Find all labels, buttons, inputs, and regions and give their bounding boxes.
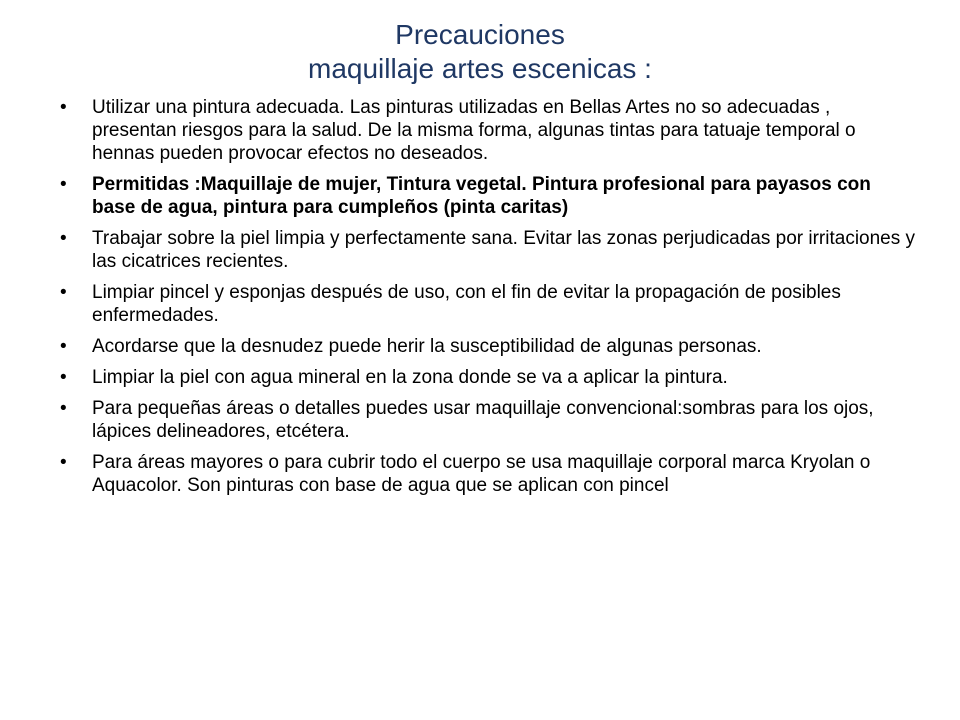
bullet-dot-icon: • xyxy=(60,367,67,388)
title-line-1: Precauciones xyxy=(395,19,565,50)
bullet-text: Limpiar pincel y esponjas después de uso, con el fin de evitar la propagación de posibles enfermedades. xyxy=(92,282,841,326)
slide-content xyxy=(58,96,918,505)
slide-title xyxy=(60,18,900,86)
bullet-item xyxy=(58,366,918,389)
bullet-text: Trabajar sobre la piel limpia y perfectamente sana. Evitar las zonas perjudicadas por irritaciones y las cicatrices recientes. xyxy=(92,228,916,272)
bullet-text: Para pequeñas áreas o detalles puedes usar maquillaje convencional:sombras para los ojos, lápices delineadores, etcétera. xyxy=(92,398,874,442)
bullet-dot-icon: • xyxy=(60,228,67,249)
bullet-dot-icon: • xyxy=(60,174,67,195)
bullet-dot-icon: • xyxy=(60,452,67,473)
bullet-text: Permitidas :Maquillaje de mujer, Tintura vegetal. Pintura profesional para payasos con base de agua, pintura para cumpleños (pinta caritas) xyxy=(92,174,871,218)
bullet-dot-icon: • xyxy=(60,336,67,357)
bullet-text: Para áreas mayores o para cubrir todo el cuerpo se usa maquillaje corporal marca Kryolan o Aquacolor. Son pinturas con base de agua que se aplican con pincel xyxy=(92,452,871,496)
bullet-dot-icon: • xyxy=(60,97,67,118)
bullet-text: Utilizar una pintura adecuada. Las pinturas utilizadas en Bellas Artes no so adecuadas , presentan riesgos para la salud. De la misma forma, algunas tintas para tatuaje temporal o hennas pueden provocar efectos no deseados. xyxy=(92,97,856,164)
bullet-text: Limpiar la piel con agua mineral en la zona donde se va a aplicar la pintura. xyxy=(92,367,728,388)
bullet-item xyxy=(58,96,918,165)
bullet-item xyxy=(58,451,918,497)
bullet-list xyxy=(58,96,918,497)
bullet-dot-icon: • xyxy=(60,282,67,303)
bullet-item xyxy=(58,281,918,327)
bullet-dot-icon: • xyxy=(60,398,67,419)
bullet-item xyxy=(58,335,918,358)
bullet-item xyxy=(58,227,918,273)
bullet-text: Acordarse que la desnudez puede herir la susceptibilidad de algunas personas. xyxy=(92,336,762,357)
title-line-2: maquillaje artes escenicas : xyxy=(308,53,652,84)
bullet-item xyxy=(58,173,918,219)
bullet-item xyxy=(58,397,918,443)
